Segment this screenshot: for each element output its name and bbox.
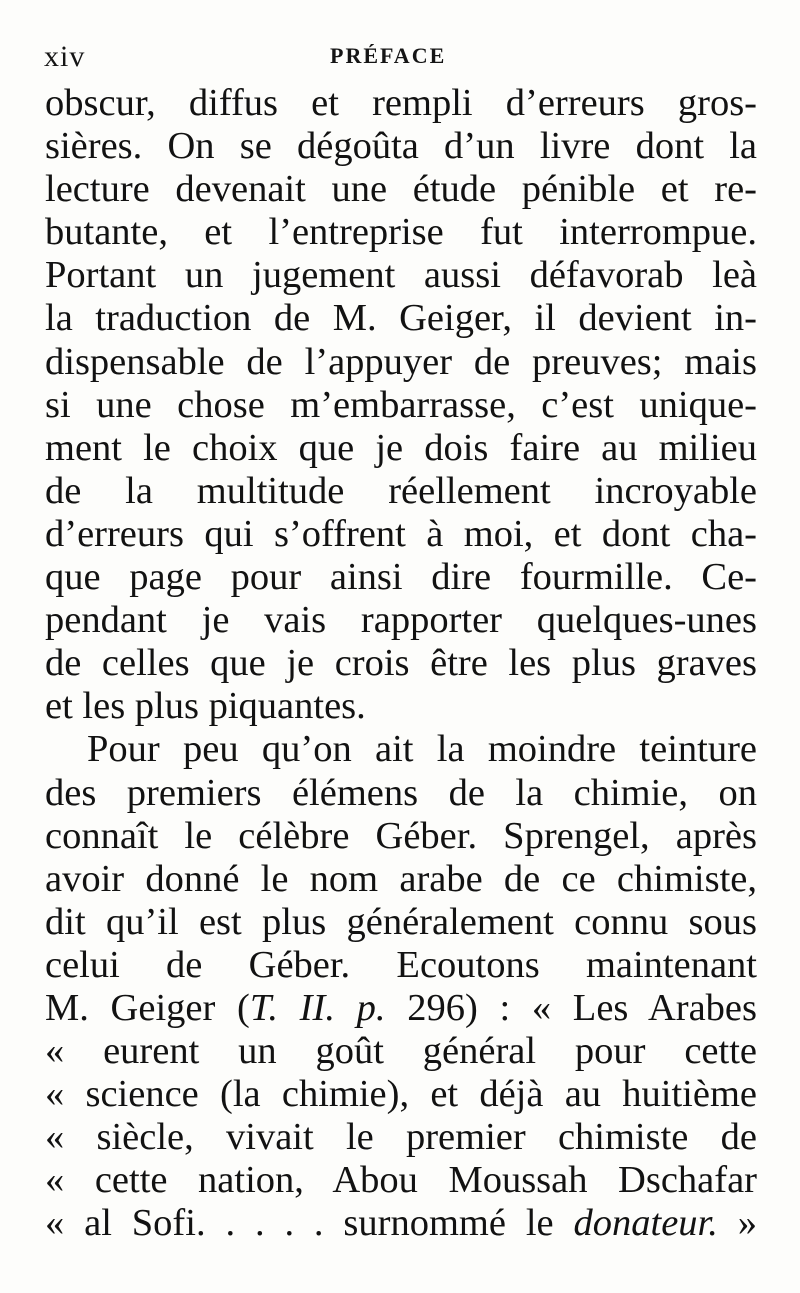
text-line: « eurent un goût général pour cette	[45, 1030, 757, 1073]
text-line: si une chose m’embarrasse, c’est unique-	[45, 383, 757, 426]
text-line: que page pour ainsi dire fourmille. Ce-	[45, 556, 757, 599]
running-title: PRÉFACE	[330, 43, 447, 68]
text-line: pendant je vais rapporter quelques-unes	[45, 599, 757, 642]
text-line: avoir donné le nom arabe de ce chimiste,	[45, 857, 757, 900]
text-line: et les plus piquantes.	[45, 685, 366, 728]
text-line: M. Geiger (T. II. p. 296) : « Les Arabes	[45, 986, 757, 1029]
text-line: Pour peu qu’on ait la moindre teinture	[87, 728, 757, 771]
page-number: xiv	[44, 40, 86, 73]
italic-span: donateur.	[573, 1202, 718, 1245]
text-line: lecture devenait une étude pénible et re-	[45, 168, 757, 211]
body-text	[45, 82, 757, 1246]
running-head	[44, 40, 756, 74]
text-line: d’erreurs qui s’offrent à moi, et dont cha-	[45, 512, 757, 555]
text-line: dispensable de l’appuyer de preuves; mais	[45, 340, 757, 383]
text-line: celui de Géber. Ecoutons maintenant	[45, 943, 757, 986]
text-line: ment le choix que je dois faire au milieu	[45, 426, 757, 469]
text-line: butante, et l’entreprise fut interrompue.	[45, 211, 757, 254]
italic-span: T. II. p.	[249, 986, 386, 1029]
text-line: obscur, diffus et rempli d’erreurs gros-	[45, 82, 757, 124]
text-line: « cette nation, Abou Moussah Dschafar	[45, 1159, 757, 1202]
text-line: de celles que je crois être les plus graves	[45, 642, 757, 685]
text-line: « science (la chimie), et déjà au huitième	[45, 1073, 757, 1116]
text-line: la traduction de M. Geiger, il devient in-	[45, 297, 757, 340]
text-line: « al Sofi. . . . . surnommé le donateur. »	[45, 1202, 757, 1245]
text-line: sières. On se dégoûta d’un livre dont la	[45, 125, 757, 168]
text-line: connaît le célèbre Géber. Sprengel, après	[45, 814, 757, 857]
text-line: « siècle, vivait le premier chimiste de	[45, 1116, 757, 1159]
text-line: dit qu’il est plus généralement connu sous	[45, 900, 757, 943]
text-line: des premiers élémens de la chimie, on	[45, 771, 757, 814]
text-line: de la multitude réellement incroyable	[45, 469, 757, 512]
text-line: Portant un jugement aussi défavorab leà	[45, 254, 757, 297]
